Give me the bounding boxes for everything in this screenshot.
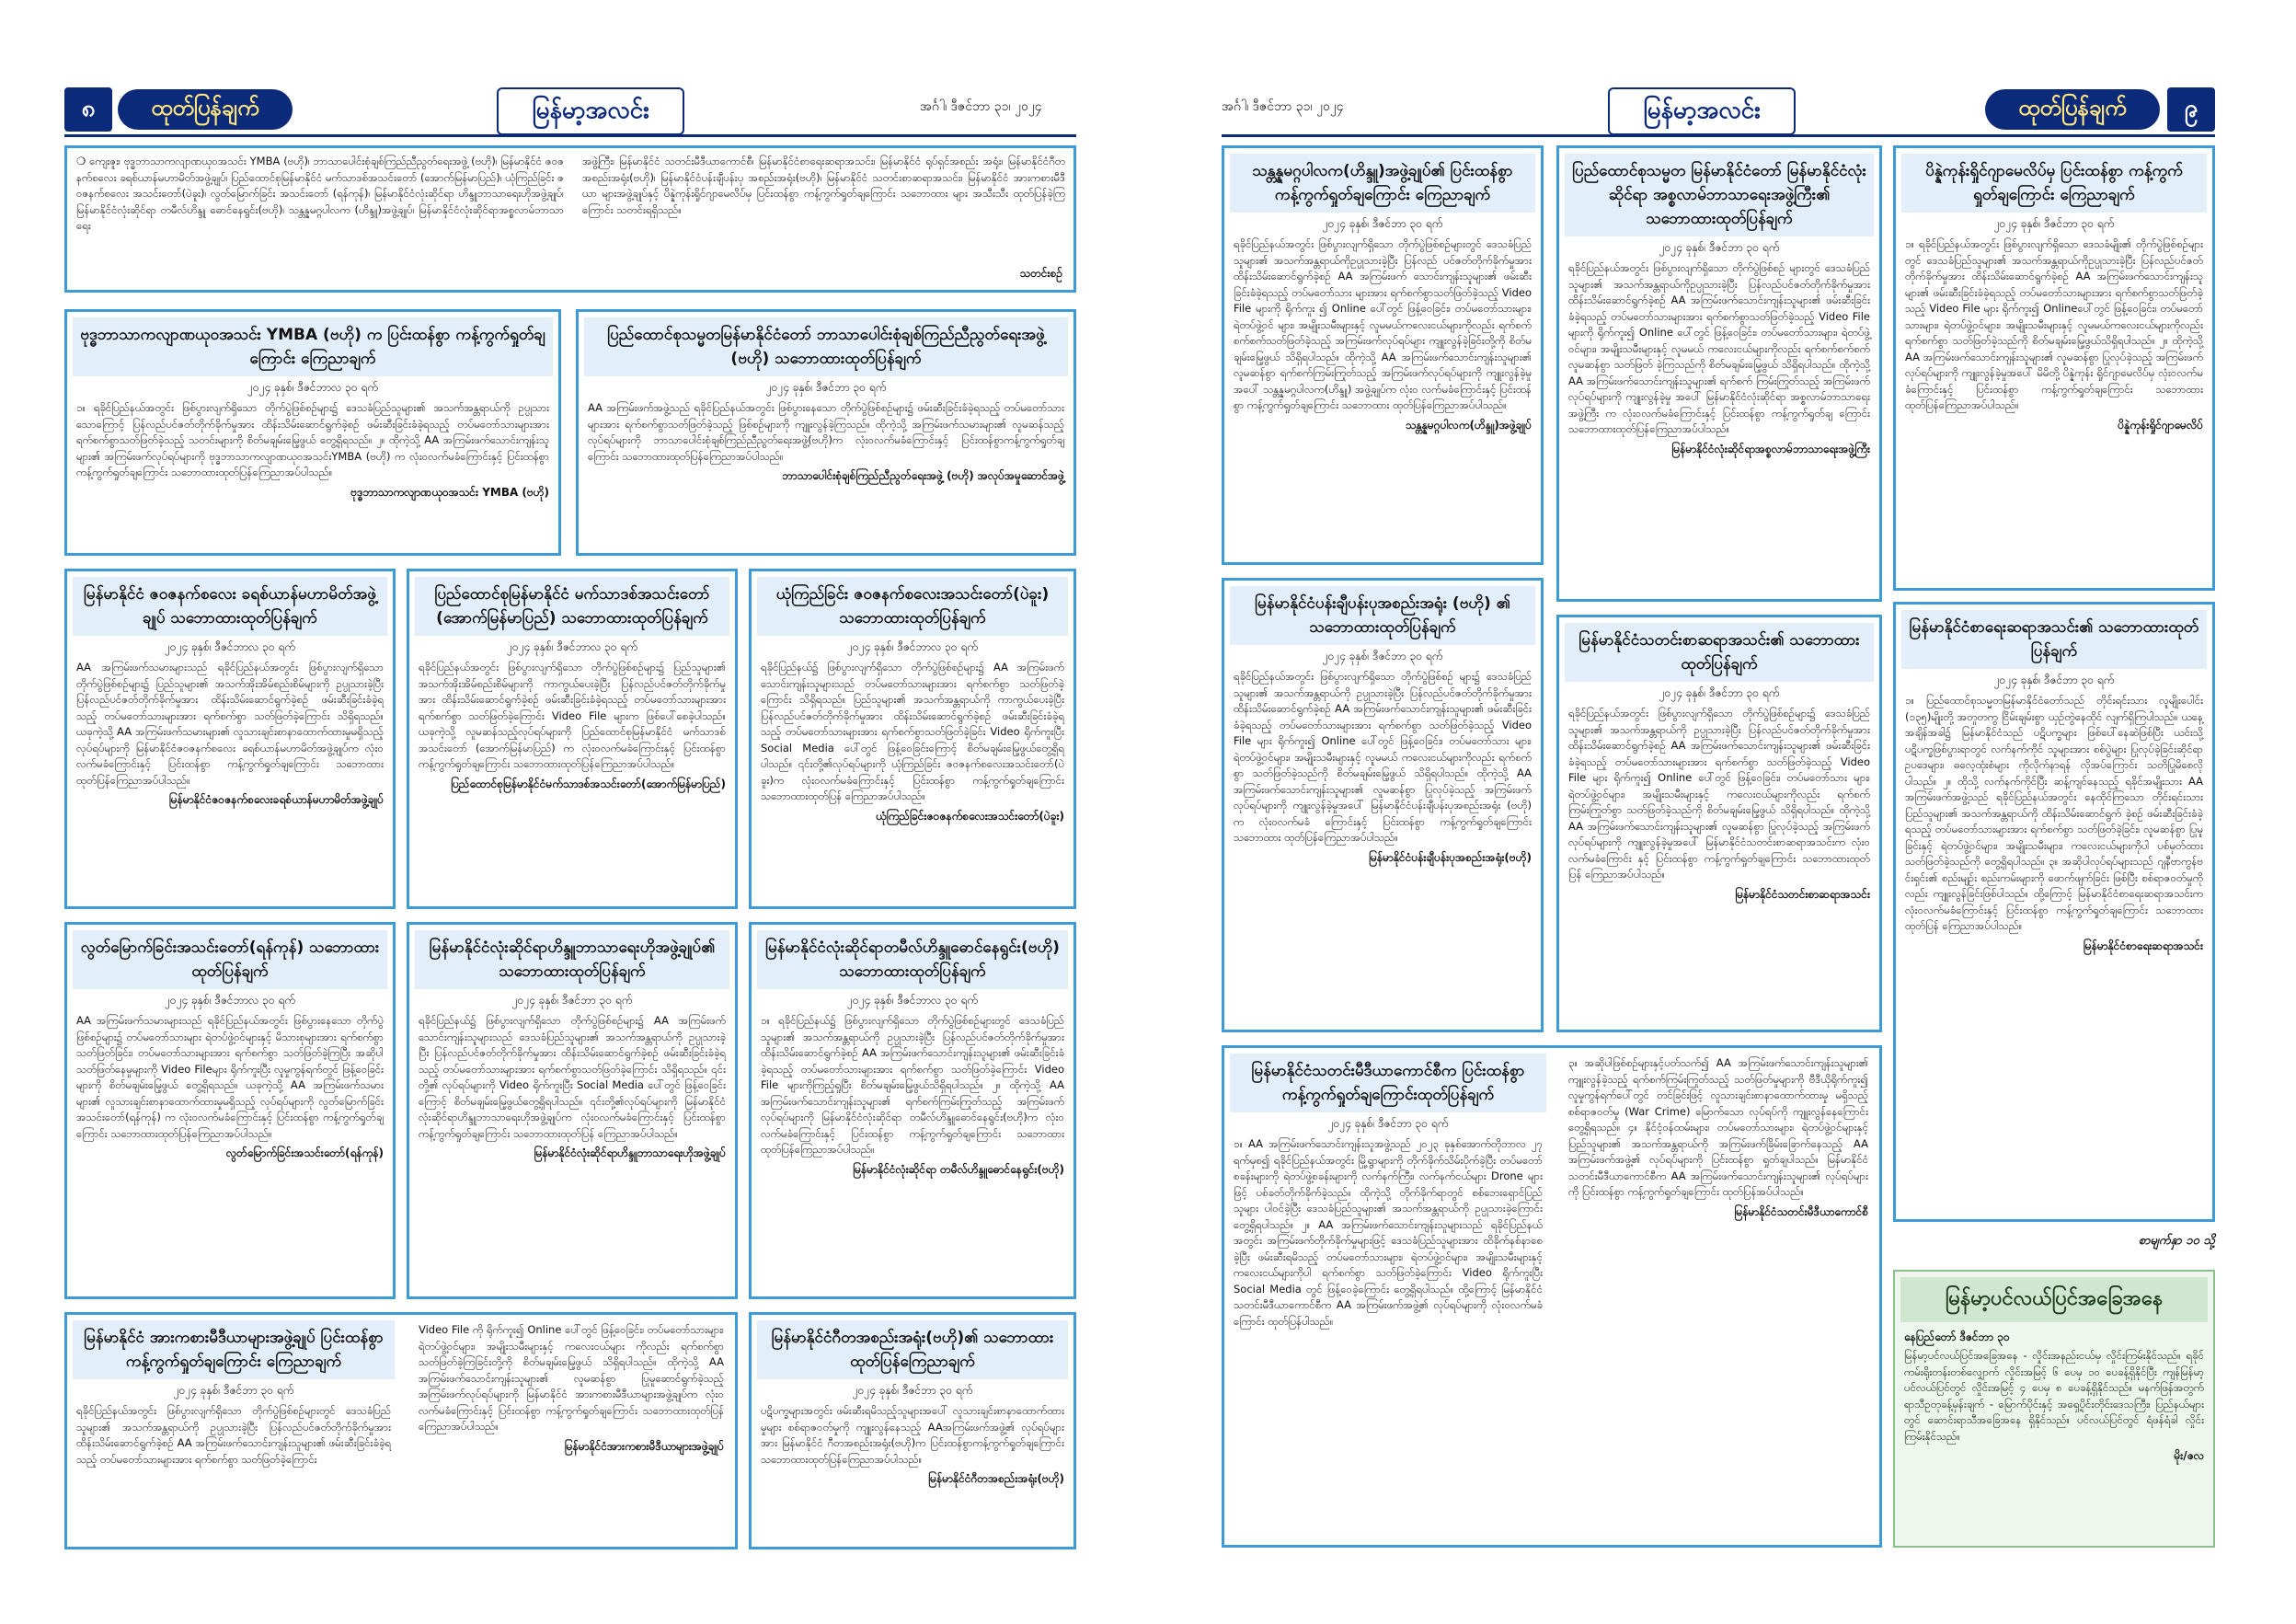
- page-number: ၈: [64, 87, 112, 132]
- masthead: မြန်မာ့အလင်း: [497, 87, 684, 135]
- continued-note: စာမျက်နှာ ၁၀ သို့: [2138, 1234, 2215, 1248]
- statement-body: ရခိုင်ပြည်နယ်အတွင်း ဖြစ်ပွားလျက်ရှိသော တိုက်ပွဲဖြစ်စဉ် များ၌ ဒေသခံပြည်သူများ၏ အသက်အန္တရာယ်ကို ဥပ္ပုသားခဲ့ပြီး ပြန်လည်ပင်ဇတ်တိုက်ခိုက်မှုအား ထိန်းသိမ်းဆောင်ရွက်ခဲ့စဉ် AA အကြမ်းဖက်သောင်းကျန်းသူများ၏ ဖမ်းဆီးခြင်းခံခဲ့ရသည့် တပ်မတော်သားများအား ရက်စက်စွာ သတ်ဖြတ်ခဲ့သည့် Video File များ ရိုက်ကူး၍ Online ပေါ်တွင် ဖြန့်ဝေခြင်း၊ တပ်မတော်သား များ၊ ရဲတပ်ဖွဲ့ဝင်များ၊ အမျိုးသမီးများနှင့် လူမမယ် ကလေးငယ်များကိုလည်း ရက်စက်စွာ သတ်ဖြတ်ခဲ့သည်ကို စိတ်မချမ်းမြေ့ဖွယ် သိရှိရပါသည်။ ထိုကဲ့သို့ AA အကြမ်းဖက်သောင်းကျန်းသူများ၏ လူမဆန်စွာ ပြုလုပ်ခဲ့သည့် အကြမ်းဖက်လုပ်ရပ်များကို ကျူးလွန်ခဲ့မှုအပေါ် မြန်မာနိုင်ငံပန်းချီပန်းပုအစည်းအရုံး (ဗဟို) က လုံးဝလက်မခံ ကြောင်းနှင့် ပြင်းထန်စွာ ကန့်ကွက်ရှုတ်ချကြောင်း သဘောထား ထုတ်ပြန်ကြေညာအပ်ပါသည်။: [1234, 670, 1532, 844]
- statement-title: မြန်မာနိုင်ငံဂီတအစည်းအရုံး(ဗဟို)၏ သဘောထားထုတ်ပြန်ကြေညာချက်: [757, 1320, 1068, 1379]
- statement-body: ပဋိပက္ခများအတွင်း ဖမ်းဆီးရမိသည့်သူများအပေါ် လူသားချင်းစာနာထောက်ထားမှုများ စစ်ရာဇဝတ်မှုကို ကျူးလွန်နေသည့် AAအကြမ်းဖက်အဖွဲ့၏ လုပ်ရပ်များအား မြန်မာနိုင်ငံ ဂီတအစည်းအရုံး(ဗဟို)က ပြင်းထန်စွာကန့်ကွက်ရှုတ်ချကြောင်း သဘောထားထုတ်ပြန်ကြေညာအပ်ပါသည်။: [761, 1404, 1064, 1466]
- weather-body: မြန်မာ့ပင်လယ်ပြင်အခြေအနေ - လှိုင်းအနည်းငယ်မှ လှိုင်းကြမ်းနိုင်သည်။ ရခိုင်ကမ်းရိုးတန်းတစ်လျှောက် လှိုင်းအမြင့် ၆ ပေမှ ၁၀ ပေခန့်ရှိနိုင်ပြီး ကျန်မြန်မာ့ပင်လယ်ပြင်တွင် လှိုင်းအမြင့် ၄ ပေမှ ၈ ပေခန့်ရှိနိုင်သည်။ မနက်ဖြန်အတွက်ရာသီဥတုခန့်မှန်းချက် - မြောက်ပိုင်းနှင့် အရှေ့ပိုင်းတိုင်းဒေသကြီး၊ ပြည်နယ်များတွင် ဆောင်းရာသီအခြေအနေ ရှိနိုင်သည်။ ပင်လယ်ပြင်တွင် ရံဖန်ရံခါ လှိုင်းကြမ်းနိုင်သည်။: [1904, 1349, 2204, 1443]
- statement-art-association: [1222, 578, 1544, 1032]
- page-right: [1148, 0, 2296, 1624]
- statement-date: ၂၀၂၄ ခုနှစ်၊ ဒီဇင်ဘာ ၃၀ ရက်: [511, 994, 633, 1007]
- weather-box: [1893, 1270, 2215, 1548]
- statement-body: ၁။ ပြည်ထောင်စုသမ္မတမြန်မာနိုင်ငံတော်သည် တိုင်းရင်းသား လူမျိုးပေါင်း (၁၃၅)မျိုးတို့ အတူတကွ ငြိမ်းချမ်းစွာ ယှဉ်တွဲနေထိုင် လျက်ရှိကြပါသည်။ ယနေ့အချိန်အခါ၌ မြန်မာနိုင်ငံသည် ပဋိပက္ခများ ဖြစ်ပေါ်နေဆဲဖြစ်ပြီး ယင်းသို့ ပဋိပက္ခဖြစ်ပွားရာတွင် လက်နက်ကိုင် သူများအား စစ်ပွဲများ ပြုလုပ်ခဲ့ခြင်းဆိုင်ရာ ဥပဒေများ၊ ဓလေ့ထုံးစံများ ကိုလိုက်နာရန် လိုအပ်ကြောင်း သတိပြုမိစေလိုပါသည်။ ၂။ ထိုသို့ လက်နက်ကိုင်ပြီး ဆန့်ကျင်နေသည့် ရခိုင်အမျိုးသား AA အကြမ်းဖက်အဖွဲ့သည် ရခိုင်ပြည်နယ်အတွင်း နေထိုင်ကြသော တိုင်းရင်းသားပြည်သူများ၏ အသက်အန္တရာယ်ကို ထိန်းသိမ်းဆောင်ရွက် ခဲ့စဉ် ဖမ်းဆီးခြင်းခံခဲ့ရသည့် တပ်မတော်သားများအား ရက်စက်စွာ သတ်ဖြတ်ခဲ့ခြင်း၊ လူမဆန်စွာ ပြုမူခြင်းနှင့် ရဲတပ်ဖွဲ့ဝင်များ၊ အမျိုးသမီးများ၊ ကလေးငယ်များကိုပါ ပစ်မှတ်ထားသတ်ဖြတ်ခဲ့သည်ကို တွေ့ရှိရပါသည်။ ၃။ အဆိုပါလုပ်ရပ်များသည် ဂျနီဗာကွန်ဗင်းရှင်း၏ စည်းမျဉ်း စည်းကမ်းများကို ဖောက်ဖျက်ခြင်း ဖြစ်ပြီး စစ်ရာဇဝတ်မှုကိုလည်း ကျူးလွန်ခြင်းဖြစ်ပါသည်။ ထို့ကြောင့် မြန်မာနိုင်ငံစာရေးဆရာအသင်းက လုံးဝလက်မခံကြောင်းနှင့် ပြင်းထန်စွာ ကန့်ကွက်ရှုတ်ချကြောင်း သဘောထားထုတ်ပြန် ကြေညာအပ်ပါသည်။: [1905, 694, 2203, 932]
- statement-deliverance-church: [64, 922, 396, 1299]
- statement-writers-association: [1893, 602, 2215, 1222]
- header-rule: [64, 134, 1076, 137]
- statement-sign: ဘာသာပေါင်းစုံချစ်ကြည်ညီညွတ်ရေးအဖွဲ့ (ဗဟို) အလုပ်အမှုဆောင်အဖွဲ့: [782, 469, 1064, 482]
- section-banner: ထုတ်ပြန်ချက်: [1985, 89, 2160, 130]
- statement-sanatan-hindu: [1222, 145, 1544, 565]
- statement-sign: မြန်မာနိုင်ငံပန်းချီပန်းပုအစည်းအရုံး(ဗဟို): [1368, 850, 1532, 864]
- statement-date: ၂၀၂၄ ခုနှစ်၊ ဒီဇင်ဘာလ ၃၀ ရက်: [846, 994, 979, 1007]
- intro-box: [64, 145, 1076, 293]
- statement-date: ၂၀၂၄ ခုနှစ်၊ ဒီဇင်ဘာလ ၃၀ ရက်: [506, 640, 638, 653]
- statement-title: မြန်မာနိုင်ငံစာရေးဆရာအသင်း၏ သဘောထားထုတ်ပြန်ချက်: [1901, 610, 2207, 669]
- statement-press-council: [1222, 1045, 1882, 1548]
- header-rule: [1222, 134, 2215, 137]
- issue-date: အင်္ဂါ၊ ဒီဇင်ဘာ ၃၁၊ ၂၀၂၄: [1222, 99, 1344, 114]
- statement-body: ၁။ ရခိုင်ပြည်နယ်၌ ဖြစ်ပွားလျက်ရှိသော တိုက်ပွဲဖြစ်စဉ်များတွင် ဒေသခံပြည်သူများ၏ အသက်အန္တရာယ်ကို ဥပ္ပုသားခဲ့ပြီး ပြန်လည်ပင်ဇတ်တိုက်ခိုက်မှုအား ထိန်းသိမ်းဆောင်ရွက်ခဲ့စဉ် AA အကြမ်းဖက်သောင်းကျန်းသူများ၏ ဖမ်းဆီးခြင်းခံခဲ့ရသည့် တပ်မတော်သားများအား ရက်စက်စွာ သတ်ဖြတ်ခဲ့ကြောင်း Video File များကိုကြည့်ရှုပြီး စိတ်မချမ်းမြေ့ဖွယ်သိရှိရပါသည်။ ၂။ ထိုကဲ့သို့ AA အကြမ်းဖက်သောင်းကျန်းသူများ၏ ရက်စက်ကြမ်းကြုတ်သည့် အကြမ်းဖက်လုပ်ရပ်များကို မြန်မာနိုင်ငံလုံးဆိုင်ရာ တမီလ်ဟိန္ဒူဓောင်နေရွင်း(ဗဟို)က လုံးဝလက်မခံကြောင်းနှင့် ပြင်းထန်စွာ ကန့်ကွက်ရှုတ်ချကြောင်း သဘောထားထုတ်ပြန်ကြေညာအပ်ပါသည်။: [761, 1014, 1064, 1156]
- statement-sign: မြန်မာနိုင်ငံလုံးဆိုင်ရာအစ္စလာမ်ဘာသာရေးအဖွဲ့ကြီး: [1671, 442, 1870, 455]
- statement-sign: သန္တန္နမဂ္ဂပါလက(ဟိန္ဒူ)အဖွဲ့ချုပ်: [1405, 418, 1532, 432]
- statement-sign: မြန်မာနိုင်ငံဇဝဇနက်စလေးခရစ်ယာန်မဟာမိတ်အဖွဲ့ချုပ်: [168, 793, 384, 806]
- statement-sign: ပြည်ထောင်စုမြန်မာနိုင်ငံမက်သာဒစ်အသင်းတော်(အောက်မြန်မာပြည်): [451, 777, 726, 790]
- statement-hindu-federation: [407, 922, 738, 1299]
- statement-journalists-association: [1556, 615, 1882, 1032]
- statement-title: မြန်မာနိုင်ငံသတင်းစာဆရာအသင်း၏ သဘောထားထုတ်ပြန်ချက်: [1565, 623, 1874, 682]
- statement-body-continued: Video File ကို ရိုက်ကူး၍ Online ပေါ်တွင် ဖြန့်ဝေခြင်း၊ တပ်မတော်သားများ၊ ရဲတပ်ဖွဲ့ဝင်များ၊ အမျိုးသမီးများနှင့် ကလေးငယ်များ ကိုလည်း ရက်စက်စွာသတ်ဖြတ်ခဲ့ကြခြင်းတို့ကို စိတ်မချမ်းမြေ့ဖွယ် သိရှိရပါသည်။ ထိုကဲ့သို့ AA အကြမ်းဖက်သောင်းကျန်းသူများ၏ လူမဆန်စွာ ပြုမူဆောင်ရွက်ခဲ့သည့် အကြမ်းဖက်လုပ်ရပ်များကို မြန်မာနိုင်ငံ အားကစားမီဒီယာများအဖွဲ့ချုပ်က လုံးဝလက်မခံကြောင်းနှင့် ပြင်းထန်စွာ ကန့်ကွက်ရှုတ်ချကြောင်း သဘောထားထုတ်ပြန် ကြေညာအပ်ပါသည်။: [419, 1323, 724, 1433]
- statement-sports-media: [64, 1312, 738, 1549]
- statement-title: မြန်မာနိုင်ငံသတင်းမီဒီယာကောင်စီက ပြင်းထန်စွာ ကန့်ကွက်ရှုတ်ချကြောင်းထုတ်ပြန်ချက်: [1230, 1054, 1546, 1112]
- statement-title: လွတ်မြောက်ခြင်းအသင်းတော်(ရန်ကုန်) သဘောထားထုတ်ပြန်ချက်: [73, 930, 387, 989]
- statement-title: မြန်မာနိုင်ငံ အားကစားမီဒီယာများအဖွဲ့ချုပ် ပြင်းထန်စွာကန့်ကွက်ရှုတ်ချကြောင်း ကြေညာချက်: [73, 1320, 395, 1379]
- statement-title: ဗုဒ္ဓဘာသာကလျာဏယုဝအသင်း YMBA (ဗဟို) က ပြင်းထန်စွာ ကန့်ကွက်ရှုတ်ချကြောင်း ကြေညာချက်: [73, 317, 553, 376]
- statement-body-continued: ၃။ အဆိုပါဖြစ်စဉ်များနှင့်ပတ်သက်၍ AA အကြမ်းဖက်သောင်းကျန်းသူများ၏ ကျူးလွန်ခဲ့သည့် ရက်စက်ကြမ်းကြုတ်သည့် သတ်ဖြတ်မှုများကို ဗီဒီယိုရိုက်ကူး၍ လူမှုကွန်ရက်ပေါ်တွင် တင်ခြင်းဖြင့် လူသားချင်းစာနာထောက်ထားမှု မရှိသည့် စစ်ရာဇဝတ်မှု (War Crime) မြောက်သော လုပ်ရပ်ကို ကျူးလွန်နေကြောင်း တွေ့ရှိရသည်။ ၄။ နိုင်ငံ့ဝန်ထမ်းများ၊ တပ်မတော်သားများ၊ ရဲတပ်ဖွဲ့ဝင်များနှင့် ပြည်သူများ၏ အသက်အန္တရာယ်ကို အကြမ်းဖက်ခြိမ်းခြောက်နေသည့် AA အကြမ်းဖက်အဖွဲ့၏ လုပ်ရပ်များကို ပြင်းထန်စွာ ရှုတ်ချပါသည်။ မြန်မာနိုင်ငံသတင်းမီဒီယာကောင်စီက AA အကြမ်းဖက်သောင်းကျန်းသူများ၏ လုပ်ရပ်များကို ပြင်းထန်စွာ ကန့်ကွက်ရှုတ်ချကြောင်း ထုတ်ပြန်အပ်ပါသည်။: [1568, 1056, 1868, 1198]
- weather-title: မြန်မာ့ပင်လယ်ပြင်အခြေအနေ: [1900, 1277, 2208, 1322]
- statement-body: ရခိုင်ပြည်နယ်၌ ဖြစ်ပွားလျက်ရှိသော တိုက်ပွဲဖြစ်စဉ်များ၌ AA အကြမ်းဖက်သောင်းကျန်းသူများသည် တပ်မတော်သားများအား ရက်စက်စွာ သတ်ဖြတ်ခဲ့ကြောင်း သိရှိရသည်။ ပြည်သူများ၏ အသက်အန္တရာယ်ကို ကာကွယ်ပေးခဲ့ပြီး ပြန်လည်ပင်ဇတ်တိုက်ခိုက်မှုအား ထိန်းသိမ်းဆောင်ရွက်ခဲ့စဉ် ဖမ်းဆီးခြင်းခံခဲ့ရသည့် တပ်မတော်သားများအား ရက်စက်စွာသတ်ဖြတ်ခဲ့ခြင်း Video ရိုက်ကူးပြီး Social Media ပေါ်တွင် ဖြန့်ဝေခြင်းကြောင့် စိတ်မချမ်းမြေ့ဖွယ်တွေ့ရှိရပါသည်။ ၎င်းတို့၏လုပ်ရပ်များကို ယုံကြည်ခြင်း ဇဝဇနက်စလေးအသင်းတော်(ပဲခူး)က လုံးဝလက်မခံကြောင်းနှင့် ပြင်းထန်စွာ ကန့်ကွက်ရှုတ်ချကြောင်း သဘောထားထုတ်ပြန် ကြေညာအပ်ပါသည်။: [761, 661, 1064, 802]
- weather-sign: မိုး/ဇလ: [2174, 1449, 2204, 1462]
- statement-sign: မြန်မာနိုင်ငံစာရေးဆရာအသင်း: [2083, 939, 2203, 952]
- statement-date: ၂၀၂၄ ခုနှစ်၊ ဒီဇင်ဘာ ၃၀ ရက်: [1659, 686, 1780, 699]
- statement-sign: ဗုဒ္ဓဘာသာကလျာဏယုဝအသင်း YMBA (ဗဟို): [350, 485, 549, 499]
- statement-date: ၂၀၂၄ ခုနှစ်၊ ဒီဇင်ဘာ ၃၀ ရက်: [852, 1384, 973, 1397]
- statement-body: ရခိုင်ပြည်နယ်အတွင်း ဖြစ်ပွားလျက်ရှိသော တိုက်ပွဲဖြစ်စဉ်များတွင် ဒေသခံပြည်သူများ၏ အသက်အန္တရာယ်ကိုဥပ္ပုသားခဲ့ပြီး ပြန်လည် ပင်ဇတ်တိုက်ခိုက်မှုအား ထိန်းသိမ်းဆောင်ရွက်ခဲ့စဉ် AA အကြမ်းဖက် သောင်းကျန်းသူများ၏ ဖမ်းဆီးခြင်းခံခဲ့ရသည့် တပ်မတော်သား များအား ရက်စက်စွာသတ်ဖြတ်ခဲ့သည့် Video File များကို ရိုက်ကူး ၍ Online ပေါ်တွင် ဖြန့်ဝေခြင်း၊ တပ်မတော်သားများ၊ ရဲတပ်ဖွဲ့ဝင် များ၊ အမျိုးသမီးများနှင့် လူမမယ်ကလေးငယ်များကိုလည်း ရက်စက်စက်စက်သတ်ဖြတ်ခဲ့သည့် အကြမ်းဖက်လုပ်ရပ်များ ကျူးလွန်ခဲ့ခြင်းတို့ကို စိတ်မချမ်းမြေ့ဖွယ် သိရှိရပါသည်။ ထိုကဲ့သို့ AA အကြမ်းဖက်သောင်းကျန်းသူများ၏ လူမဆန်စွာ ရက်စက်ကြမ်းကြုတ်သည့် အကြမ်းဖက်လုပ်ရပ်များကို ကျူးလွန်ခဲ့မှုအပေါ် သန္တန္နမဂ္ဂပါလက(ဟိန္ဒူ) အဖွဲ့ချုပ်က လုံးဝ လက်မခံကြောင်းနှင့် ပြင်းထန်စွာ ကန့်ကွက်ရှုတ်ချကြောင်း သဘောထား ထုတ်ပြန်ကြေညာအပ်ပါသည်။: [1234, 237, 1532, 411]
- statement-date: ၂၀၂၄ ခုနှစ်၊ ဒီဇင်ဘာလ ၃၀ ရက်: [846, 640, 979, 653]
- statement-music-association: [749, 1312, 1076, 1549]
- statement-baptist-alliance: [64, 569, 396, 909]
- statement-body: ရခိုင်ပြည်နယ်အတွင်း ဖြစ်ပွားလျက်ရှိသော တိုက်ပွဲဖြစ်စဉ်များ၌ ဒေသခံပြည်သူများ၏ အသက်အန္တရာယ်ကို ဥပ္ပုသားခဲ့ပြီး ပြန်လည်ပင်ဇတ်တိုက်ခိုက်မှုအား ထိန်းသိမ်းဆောင်ရွက်ခဲ့စဉ် AA အကြမ်းဖက်သောင်းကျန်းသူများ၏ ဖမ်းဆီးခြင်းခံခဲ့ရသည့် တပ်မတော်သားများအား ရက်စက်စွာ သတ်ဖြတ်ခဲ့သည့် Video File များ ရိုက်ကူး၍ Online ပေါ်တွင် ဖြန့်ဝေခြင်း၊ တပ်မတော်သား များ၊ ရဲတပ်ဖွဲ့ဝင်များ၊ အမျိုးသမီးများနှင့် ကလေးငယ်များကိုလည်း ရက်စက်ကြမ်းကြုတ်စွာ သတ်ဖြတ်ခဲ့သည်ကို စိတ်မချမ်းမြေ့ဖွယ် သိရှိရပါသည်။ ထိုကဲ့သို့ AA အကြမ်းဖက်သောင်းကျန်းသူများ၏ လူမဆန်စွာ ပြုလုပ်ခဲ့သည့် အကြမ်းဖက်လုပ်ရပ်များကို ကျူးလွန်ခဲ့မှုအပေါ် မြန်မာနိုင်ငံသတင်းစာဆရာအသင်းက လုံးဝလက်မခံကြောင်း နှင့် ပြင်းထန်စွာ ကန့်ကွက်ရှုတ်ချကြောင်း သဘောထားထုတ်ပြန် ကြေညာအပ်ပါသည်။: [1568, 707, 1870, 881]
- statement-sign: မြန်မာနိုင်ငံလုံးဆိုင်ရာ တမီလ်ဟိန္ဒူဓောင်နေရွင်း(ဗဟို): [853, 1162, 1064, 1176]
- statement-title: ပြည်ထောင်စုသမ္မတမြန်မာနိုင်ငံတော် ဘာသာပေါင်းစုံချစ်ကြည်ညီညွတ်ရေးအဖွဲ့ (ဗဟို) သဘောထားထုတ်ပြန်ချက်: [584, 317, 1068, 376]
- statement-date: ၂၀၂၄ ခုနှစ်၊ ဒီဇင်ဘာ ၃၀ ရက်: [173, 1384, 294, 1397]
- statement-body: AA အကြမ်းဖက်အဖွဲ့သည် ရခိုင်ပြည်နယ်အတွင်း ဖြစ်ပွားနေသော တိုက်ပွဲဖြစ်စဉ်များ၌ ဖမ်းဆီးခြင်းခံခဲ့ရသည့် တပ်မတော်သားများအား ရက်စက်စွာသတ်ဖြတ်ခဲ့သည့် ဖြစ်စဉ်များကို ကျူးလွန်ခဲ့ကြသည်။ ထိုကဲ့သို့ အကြမ်းဖက်သမားများ၏ လူမဆန်သည့်လုပ်ရပ်များကို ဘာသာပေါင်းစုံချစ်ကြည်ညီညွတ်ရေးအဖွဲ့(ဗဟို)က လုံးဝလက်မခံကြောင်းနှင့် ပြင်းထန်စွာကန့်ကွက်ရှုတ်ချကြောင်း သဘောထားထုတ်ပြန်ကြေညာအပ်ပါသည်။: [588, 401, 1064, 463]
- statement-date: ၂၀၂၄ ခုနှစ်၊ ဒီဇင်ဘာ ၃၀ ရက်: [1659, 241, 1780, 254]
- statement-jamae-masjid: [1893, 145, 2215, 591]
- statement-islamic-council: [1556, 145, 1882, 602]
- statement-body: ရခိုင်ပြည်နယ်အတွင်း ဖြစ်ပွားလျက်ရှိသော တိုက်ပွဲဖြစ်စဉ်များ၌ ပြည်သူများ၏ အသက်အိုးအိမ်စည်းစိမ်များကို ကာကွယ်ပေးခဲ့ပြီး ပြန်လည်ပင်ဇတ်တိုက်ခိုက်မှုအား ထိန်းသိမ်းဆောင်ရွက်ခဲ့စဉ် ဖမ်းဆီးခြင်းခံခဲ့ရသည့် တပ်မတော်သားများအား ရက်စက်စွာ သတ်ဖြတ်ခဲ့ကြောင်း Video File များက ဖြစ်ပေါ်စေခဲ့ပါသည်။ ယခုကဲ့သို့ လူမဆန်သည့်လုပ်ရပ်များကို ပြည်ထောင်စုမြန်မာနိုင်ငံ မက်သာဒစ်အသင်းတော် (အောက်မြန်မာပြည်) က လုံးဝလက်မခံကြောင်းနှင့် ပြင်းထန်စွာ ကန့်ကွက်ရှုတ်ချကြောင်း သဘောထားထုတ်ပြန်ကြေညာအပ်ပါသည်။: [419, 661, 726, 770]
- statement-body: AA အကြမ်းဖက်သမားများသည် ရခိုင်ပြည်နယ်အတွင်း ဖြစ်ပွားနေသော တိုက်ပွဲဖြစ်စဉ်များ၌ တပ်မတော်သားများ ရဲတပ်ဖွဲ့ဝင်များနှင့် မိသားစုများအား ရက်စက်စွာသတ်ဖြတ်ခြင်း၊ တပ်မတော်သားများအား ရက်စက်စွာ သတ်ဖြတ်ခဲ့ကြပြီး အဆိုပါ သတ်ဖြတ်နေမှုများကို Video Fileများ ရိုက်ကူးပြီး လူမှုကွန်ရက်တွင် ဖြန့်ဝေခြင်းများကို စိတ်မချမ်းမြေ့ဖွယ် တွေ့ရှိရသည်။ ယခုကဲ့သို့ AA အကြမ်းဖက်သမားများ၏ လူသားချင်းစာနာထောက်ထားမှုမရှိသည့် လုပ်ရပ်များကို လွတ်မြောက်ခြင်းအသင်းတော်(ရန်ကုန်) က လုံးဝလက်မခံကြောင်းနှင့် ပြင်းထန်စွာ ကန့်ကွက်ရှုတ်ချကြောင်း သဘောထားထုတ်ပြန်ကြေညာအပ်ပါသည်။: [76, 1014, 384, 1140]
- statement-faith-church: [749, 569, 1076, 909]
- statement-body: ၁။ ရခိုင်ပြည်နယ်အတွင်း ဖြစ်ပွားလျက်ရှိသော ဒေသခံမျိုး၏ တိုက်ပွဲဖြစ်စဉ်များတွင် ဒေသခံပြည်သူများ၏ အသက်အန္တရာယ်ကိုဥပ္ပုသားခဲ့ပြီး ပြန်လည်ပင်ဇတ်တိုက်ခိုက်မှုအား ထိန်းသိမ်းဆောင်ရွက်ခဲ့စဉ် AA အကြမ်းဖက်သောင်းကျန်းသူများ၏ ဖမ်းဆီးခြင်းခံခဲ့ရသည့် တပ်မတော်သားများအား ရက်စက်စွာသတ်ဖြတ်ခဲ့သည့် Video File များ ရိုက်ကူး၍ Onlineပေါ်တွင် ဖြန့်ဝေခြင်း၊ တပ်မတော်သားများ၊ ရဲတပ်ဖွဲ့ဝင်များ၊ အမျိုးသမီးများနှင့် လူမမယ်ကလေးငယ်များကိုလည်း ရက်စက်စွာ သတ်ဖြတ်ခဲ့သည်ကို စိတ်မချမ်းမြေ့ဖွယ်သိရှိရပါသည်။ ၂။ ထိုကဲ့သို့ AA အကြမ်းဖက်သောင်းကျန်းသူများ၏ လူမဆန်စွာ ပြုလုပ်ခဲ့သည့် အကြမ်းဖက်လုပ်ရပ်များကို ကျူးလွန်ခဲ့မှုအပေါ် မိမိတို့ ပိန္နဲကုန်း ရှိုင်ဂျာမေလိပ်မှ လုံးဝလက်မခံကြောင်းနှင့် ပြင်းထန်စွာ ကန့်ကွက်ရှုတ်ချကြောင်း သဘောထားထုတ်ပြန်ကြေညာအပ်ပါသည်။: [1905, 237, 2203, 411]
- page-number: ၉: [2167, 87, 2215, 132]
- statement-date: ၂၀၂၄ ခုနှစ်၊ ဒီဇင်ဘာ ၃၀ ရက်: [765, 381, 887, 394]
- statement-date: ၂၀၂၄ ခုနှစ်၊ ဒီဇင်ဘာ ၃၀ ရက်: [1322, 650, 1443, 662]
- statement-title: သန္တန္နမဂ္ဂပါလက(ဟိန္ဒူ)အဖွဲ့ချုပ်၏ ပြင်းထန်စွာ ကန့်ကွက်ရှုတ်ချကြောင်း ကြေညာချက်: [1230, 154, 1535, 213]
- statement-date: ၂၀၂၄ ခုနှစ်၊ ဒီဇင်ဘာလ ၃၀ ရက်: [247, 381, 379, 394]
- statement-date: ၂၀၂၄ ခုနှစ်၊ ဒီဇင်ဘာ ၃၀ ရက်: [1327, 1117, 1449, 1130]
- statement-date: ၂၀၂၄ ခုနှစ်၊ ဒီဇင်ဘာ ၃၀ ရက်: [1993, 674, 2115, 686]
- statement-date: ၂၀၂၄ ခုနှစ်၊ ဒီဇင်ဘာလ ၃၀ ရက်: [164, 640, 296, 653]
- statement-interfaith: [576, 309, 1076, 556]
- weather-dateline: နေပြည်တော် ဒီဇင်ဘာ ၃၀: [1904, 1330, 2010, 1343]
- statement-sign: မြန်မာနိုင်ငံသတင်းမီဒီယာကောင်စီ: [1734, 1204, 1868, 1218]
- statement-body: ရခိုင်ပြည်နယ်အတွင်း ဖြစ်ပွားလျက်ရှိသော တိုက်ပွဲဖြစ်စဉ်များတွင် ဒေသခံပြည်သူများ၏ အသက်အန္တရာယ်ကို ဥပ္ပုသားခဲ့ပြီး ပြန်လည်ပင်ဇတ်တိုက်ခိုက်မှုအား ထိန်းသိမ်းဆောင်ရွက်ခဲ့စဉ် AA အကြမ်းဖက်သောင်းကျန်းသူများ၏ ဖမ်းဆီးခြင်းခံခဲ့ရသည့် တပ်မတော်သားများအား ရက်စက်စွာ သတ်ဖြတ်ခဲ့ကြောင်း: [76, 1404, 391, 1466]
- statement-date: ၂၀၂၄ ခုနှစ်၊ ဒီဇင်ဘာလ ၃၀ ရက်: [164, 994, 296, 1007]
- statement-date: ၂၀၂၄ ခုနှစ်၊ ဒီဇင်ဘာ ၃၀ ရက်: [1322, 217, 1443, 230]
- statement-date: ၂၀၂၄ ခုနှစ်၊ ဒီဇင်ဘာ ၃၀ ရက်: [1993, 217, 2115, 230]
- statement-ymba: [64, 309, 561, 556]
- statement-title: ပြည်ထောင်စုမြန်မာနိုင်ငံ မက်သာဒစ်အသင်းတော် (အောက်မြန်မာပြည်) သဘောထားထုတ်ပြန်ချက်: [415, 577, 729, 636]
- statement-body: ရခိုင်ပြည်နယ်အတွင်း ဖြစ်ပွားလျက်ရှိသော တိုက်ပွဲဖြစ်စဉ် များတွင် ဒေသခံပြည်သူများ၏ အသက်အန္တရာယ်ကိုဥပ္ပုသားခဲ့ပြီး ပြန်လည်ပင်ဇတ်တိုက်ခိုက်မှုအား ထိန်းသိမ်းဆောင်ရွက်ခဲ့စဉ် AA အကြမ်းဖက်သောင်းကျန်းသူများ၏ ဖမ်းဆီးခြင်းခံခဲ့ရသည့် တပ်မတော်သားများအား ရက်စက်စွာသတ်ဖြတ်ခဲ့သည့် Video File များကို ရိုက်ကူး၍ Online ပေါ်တွင် ဖြန့်ဝေခြင်း၊ တပ်မတော်သားများ၊ ရဲတပ်ဖွဲ့ဝင်များ၊ အမျိုးသမီးများနှင့် လူမမယ် ကလေးငယ်များကိုလည်း ရက်စက်စက်စက်လူမဆန်စွာ သတ်ဖြတ် ခဲ့ကြသည်ကို စိတ်မချမ်းမြေ့ဖွယ် သိရှိရပါသည်။ ထိုကဲ့သို့ AA အကြမ်းဖက်သောင်းကျန်းသူများ၏ ရက်စက် ကြမ်းကြုတ်သည့် အကြမ်းဖက်လုပ်ရပ်များကို ကျူးလွန်ခဲ့မှု အပေါ် မြန်မာနိုင်ငံလုံးဆိုင်ရာ အစ္စလာမ်ဘာသာရေးအဖွဲ့ကြီး က လုံးဝလက်မခံကြောင်းနှင့် ပြင်းထန်စွာ ကန့်ကွက်ရှုတ်ချ ကြောင်း သဘောထားထုတ်ပြန်ကြေညာအပ်ပါသည်။: [1568, 261, 1870, 435]
- statement-title: ပိန္နဲကုန်းရှိုင်ဂျာမေလိပ်မှ ပြင်းထန်စွာ ကန့်ကွက်ရှုတ်ချကြောင်း ကြေညာချက်: [1901, 154, 2207, 213]
- statement-body: ၁။ AA အကြမ်းဖက်သောင်းကျန်းသူအဖွဲ့သည် ၂၀၂၃ ခုနှစ်အောက်တိုဘာလ ၂၇ ရက်မှစ၍ ရခိုင်ပြည်နယ်အတွင်း မြို့ရွာများကို တိုက်ခိုက်သိမ်းပိုက်ခဲ့ပြီး တပ်မတော်စခန်းများကို ရဲတပ်ဖွဲ့စခန်းများကို လက်နက်ကြီး၊ လက်နက်ငယ်များ Drone များဖြင့် ပစ်ခတ်တိုက်ခိုက်ခဲ့သည်။ ထိုကဲ့သို့ တိုက်ခိုက်ရာတွင် စစ်ဘေးရှောင်ပြည်သူများ ပါဝင်ခဲ့ပြီး ဒေသခံပြည်သူများ၏ အသက်အန္တရာယ်ကို ဥပ္ပုသားခဲ့ကြောင်း တွေ့ရှိရပါသည်။ ၂။ AA အကြမ်းဖက်သောင်းကျန်းသူများသည် ရခိုင်ပြည်နယ်အတွင်း အကြမ်းဖက်တိုက်ခိုက်မှုများဖြင့် ဒေသခံပြည်သူများအား ထိခိုက်နစ်နာစေခဲ့ပြီး ဖမ်းဆီးရမိသည့် တပ်မတော်သားများ၊ ရဲတပ်ဖွဲ့ဝင်များ၊ အမျိုးသမီးများနှင့် ကလေးငယ်များကိုပါ ရက်စက်စွာ သတ်ဖြတ်ခဲ့ကြောင်း Video ရိုက်ကူးပြီး Social Media တွင် ဖြန့်ဝေခဲ့ကြောင်း တွေ့ရှိရပါသည်။ ထို့ကြောင့် မြန်မာနိုင်ငံသတင်းမီဒီယာကောင်စီက AA အကြမ်းဖက်အဖွဲ့၏ လုပ်ရပ်များကို လုံးဝလက်မခံကြောင်း ထုတ်ပြန်ပါသည်။: [1234, 1137, 1543, 1328]
- statement-title: မြန်မာနိုင်ငံလုံးဆိုင်ရာတမီလ်ဟိန္ဒူဓောင်နေရွင်း(ဗဟို) သဘောထားထုတ်ပြန်ချက်: [757, 930, 1068, 989]
- statement-title: ယုံကြည်ခြင်း ဇဝဇနက်စလေးအသင်းတော်(ပဲခူး) သဘောထားထုတ်ပြန်ချက်: [757, 577, 1068, 636]
- statement-sign: လွတ်မြောက်ခြင်းအသင်းတော်(ရန်ကုန်): [225, 1146, 384, 1159]
- intro-sign: သတင်းစဉ်: [1019, 267, 1062, 280]
- statement-sign: မြန်မာနိုင်ငံအားကစားမီဒီယာများအဖွဲ့ချုပ်: [564, 1439, 724, 1453]
- statement-title: ပြည်ထောင်စုသမ္မတ မြန်မာနိုင်ငံတော် မြန်မာနိုင်ငံလုံးဆိုင်ရာ အစ္စလာမ်ဘာသာရေးအဖွဲ့ကြီး၏ သဘောထားထုတ်ပြန်ချက်: [1565, 154, 1874, 236]
- issue-date: အင်္ဂါ၊ ဒီဇင်ဘာ ၃၁၊ ၂၀၂၄: [920, 99, 1042, 114]
- statement-body: AA အကြမ်းဖက်သမားများသည် ရခိုင်ပြည်နယ်အတွင်း ဖြစ်ပွားလျက်ရှိသော တိုက်ပွဲဖြစ်စဉ်များ၌ ပြည်သူများ၏ အသက်အိုးအိမ်စည်းစိမ်များကို ဥပ္ပုသားခဲ့ပြီး ပြန်လည်ပင်ဇတ်တိုက်ခိုက်မှုအား ထိန်းသိမ်းဆောင်ရွက်ခဲ့စဉ် ဖမ်းဆီးခြင်းခံခဲ့ရသည့် တပ်မတော်သားများအား ရက်စက်စွာ သတ်ဖြတ်ခဲ့ကြောင်း သိရှိရသည်။ ယခုကဲ့သို့ AA အကြမ်းဖက်သမားများ၏ လူသားချင်းစာနာထောက်ထားမှုမရှိသည့်လုပ်ရပ်များကို မြန်မာနိုင်ငံဇဝဇနက်စလေး ခရစ်ယာန်မဟာမိတ်အဖွဲ့ချုပ်က လုံးဝလက်မခံကြောင်းနှင့် ပြင်းထန်စွာ ကန့်ကွက်ရှုတ်ချကြောင်း သဘောထားထုတ်ပြန်ကြေညာအပ်ပါသည်။: [76, 661, 384, 787]
- statement-sign: ယုံကြည်ခြင်းဇဝဇနက်စလေးအသင်းတော်(ပဲခူး): [875, 809, 1064, 823]
- masthead: မြန်မာ့အလင်း: [1608, 87, 1796, 135]
- statement-body: ရခိုင်ပြည်နယ်၌ ဖြစ်ပွားလျက်ရှိသော တိုက်ပွဲဖြစ်စဉ်များ၌ AA အကြမ်းဖက်သောင်းကျန်းသူများသည် ဒေသခံပြည်သူများ၏ အသက်အန္တရာယ်ကို ဥပ္ပုသားခဲ့ပြီး ပြန်လည်ပင်ဇတ်တိုက်ခိုက်မှုအား ထိန်းသိမ်းဆောင်ရွက်ခဲ့စဉ် ဖမ်းဆီးခြင်းခံခဲ့ရသည့် တပ်မတော်သားများအား ရက်စက်စွာသတ်ဖြတ်ခဲ့ကြောင်း သိရှိရသည်။ ၎င်းတို့၏ လုပ်ရပ်များကို Video ရိုက်ကူးပြီး Social Media ပေါ်တွင် ဖြန့်ဝေခြင်းကြောင့် စိတ်မချမ်းမြေ့ဖွယ်တွေ့ရှိရပါသည်။ ၎င်းတို့၏လုပ်ရပ်များကို မြန်မာနိုင်ငံလုံးဆိုင်ရာဟိန္ဒူဘာသာရေးဟိုအဖွဲ့ချုပ်က လုံးဝလက်မခံကြောင်းနှင့် ပြင်းထန်စွာ ကန့်ကွက်ရှုတ်ချကြောင်း သဘောထားထုတ်ပြန် ကြေညာအပ်ပါသည်။: [419, 1014, 726, 1140]
- statement-sign: မြန်မာနိုင်ငံသတင်းစာဆရာအသင်း: [1735, 887, 1870, 901]
- statement-sign: ပိန္နဲကုန်းရှိုင်ဂျာမေလိပ်: [2118, 418, 2203, 432]
- section-banner: ထုတ်ပြန်ချက်: [118, 89, 293, 130]
- statement-sign: မြန်မာနိုင်ငံဂီတအစည်းအရုံး(ဗဟို): [928, 1472, 1064, 1485]
- statement-methodist: [407, 569, 738, 909]
- statement-title: မြန်မာနိုင်ငံပန်းချီပန်းပုအစည်းအရုံး (ဗဟို) ၏ သဘောထားထုတ်ပြန်ချက်: [1230, 586, 1535, 645]
- statement-tamil-hindu: [749, 922, 1076, 1299]
- statement-body: ၁။ ရခိုင်ပြည်နယ်အတွင်း ဖြစ်ပွားလျက်ရှိသော တိုက်ပွဲဖြစ်စဉ်များ၌ ဒေသခံပြည်သူများ၏ အသက်အန္တရာယ်ကို ဥပ္ပုသားသောကြောင့် ပြန်လည်ပင်ဇတ်တိုက်ခိုက်မှုအား ထိန်းသိမ်းဆောင်ရွက်ခဲ့စဉ် ဖမ်းဆီးခြင်းခံခဲ့ရသည့် တပ်မတော်သားများအား ရက်စက်စွာသတ်ဖြတ်ခဲ့သည့် သတင်းများကို စိတ်မချမ်းမြေ့ဖွယ် တွေ့ရှိရသည်။ ၂။ ထိုကဲ့သို့ AA အကြမ်းဖက်သောင်းကျန်းသူများ၏ အကြမ်းဖက်လုပ်ရပ်များကို ဗုဒ္ဓဘာသာကလျာဏယုဝအသင်းYMBA (ဗဟို) က လုံးဝလက်မခံကြောင်းနှင့် ပြင်းထန်စွာ ကန့်ကွက်ရှုတ်ချကြောင်း သဘောထားထုတ်ပြန်ကြေညာအပ်ပါသည်။: [76, 401, 549, 478]
- statement-sign: မြန်မာနိုင်ငံလုံးဆိုင်ရာဟိန္ဒူဘာသာရေးဟိုအဖွဲ့ချုပ်: [534, 1146, 726, 1159]
- intro-col2: အဖွဲ့ကြီး၊ မြန်မာနိုင်ငံ သတင်းမီဒီယာကောင်စီ၊ မြန်မာနိုင်ငံစာရေးဆရာအသင်း၊ မြန်မာနိုင်ငံ ရုပ်ရှင်အစည်း အရုံး၊ မြန်မာနိုင်ငံဂီတအစည်းအရုံး(ဗဟို)၊ မြန်မာနိုင်ငံပန်းချီပန်းပု အစည်းအရုံး(ဗဟို)၊ မြန်မာနိုင်ငံ သတင်းစာဆရာအသင်း၊ မြန်မာနိုင်ငံ အားကစားမီဒီယာ များအဖွဲ့ချုပ်နှင့် ပိန္နဲကုန်းရှိုင်ဂျာမေလိပ်မှ ပြင်းထန်စွာ ကန့်ကွက်ရှုတ်ချကြောင်း သဘောထား များ အသီးသီး ထုတ်ပြန်ခဲ့ကြကြောင်း သတင်းရရှိသည်။: [582, 155, 1065, 216]
- statement-title: မြန်မာနိုင်ငံလုံးဆိုင်ရာဟိန္ဒူဘာသာရေးဟိုအဖွဲ့ချုပ်၏ သဘောထားထုတ်ပြန်ချက်: [415, 930, 729, 989]
- statement-title: မြန်မာနိုင်ငံ ဇဝဇနက်စလေး ခရစ်ယာန်မဟာမိတ်အဖွဲ့ချုပ် သဘောထားထုတ်ပြန်ချက်: [73, 577, 387, 636]
- intro-col1: ❍ ကျေးဇူး၊ ဗုဒ္ဓဘာသာကလျာဏယုဝအသင်း YMBA (ဗဟို)၊ ဘာသာပေါင်းစုံချစ်ကြည်ညီညွတ်ရေးအဖွဲ့ (ဗဟို)၊ မြန်မာနိုင်ငံ ဇဝဇနက်စလေး ခရစ်ယာန်မဟာမိတ်အဖွဲ့ချုပ်၊ ပြည်ထောင်စုမြန်မာနိုင်ငံ မက်သာဒစ်အသင်းတော် (အောက်မြန်မာပြည်)၊ ယုံကြည်ခြင်း ဇဝဇနက်စလေး အသင်းတော်(ပဲခူး)၊ လွတ်မြောက်ခြင်း အသင်းတော် (ရန်ကုန်)၊ မြန်မာနိုင်ငံလုံးဆိုင်ရာ ဟိန္ဒူဘာသာရေးဟိုအဖွဲ့ချုပ်၊ မြန်မာနိုင်ငံလုံးဆိုင်ရာ တမီလ်ဟိန္ဒူ ဓောင်နေရွင်း(ဗဟို)၊ သန္တန္နမဂ္ဂပါလက (ဟိန္ဒူ)အဖွဲ့ချုပ်၊ မြန်မာနိုင်ငံလုံးဆိုင်ရာအစ္စလာမ်ဘာသာရေး: [76, 155, 564, 232]
